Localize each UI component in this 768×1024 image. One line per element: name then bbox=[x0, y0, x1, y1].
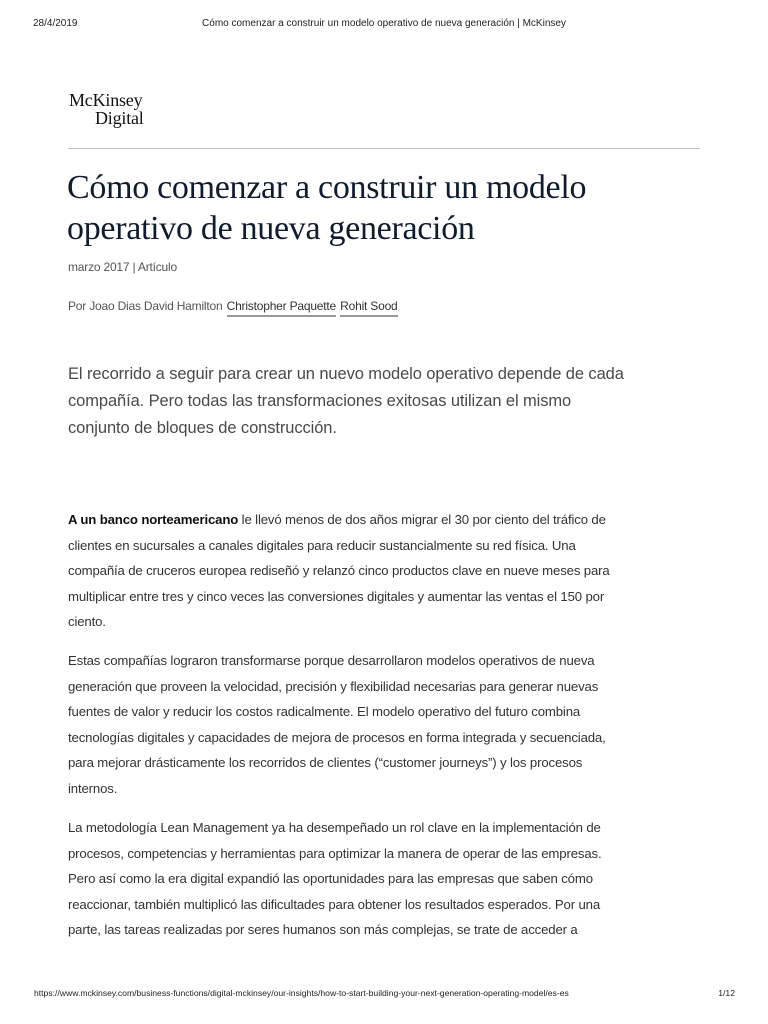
print-footer bbox=[34, 988, 735, 1000]
print-header bbox=[33, 18, 735, 32]
article-title: Cómo comenzar a construir un modelo operativo de nueva generación bbox=[67, 169, 587, 247]
authors-prefix: Por Joao Dias David Hamilton bbox=[68, 299, 223, 313]
paragraph-1-text: le llevó menos de dos años migrar el 30 por ciento del tráfico de clientes en sucursales a canales digitales para reducir sustancialmente su red física. Una compañía de cruceros europea rediseñó y relanzó cinco productos clave en nueve meses para multiplicar entre tres y cinco veces las conversiones digitales y aumentar las ventas el 150 por ciento. bbox=[68, 512, 610, 629]
header-divider bbox=[68, 148, 700, 149]
logo-line-1: McKinsey bbox=[69, 90, 143, 110]
author-link-christopher-paquette[interactable]: Christopher Paquette bbox=[227, 299, 336, 317]
print-page-title: Cómo comenzar a construir un modelo operativo de nueva generación | McKinsey bbox=[202, 18, 566, 29]
body-paragraph-1 bbox=[68, 507, 632, 635]
body-paragraph-3: La metodología Lean Management ya ha desempeñado un rol clave en la implementación de procesos, competencias y herramientas para optimizar la manera de operar de las empresas. Pero así como la era digital expandió las oportunidades para las empresas que saben cómo reaccionar, también multiplicó las dificultades para obtener los resultados esperados. Por una parte, las tareas realizadas por seres humanos son más complejas, se trate de acceder a bbox=[68, 820, 602, 937]
article-authors bbox=[68, 299, 398, 313]
logo-line-2: Digital bbox=[95, 108, 144, 128]
article-lead: El recorrido a seguir para crear un nuevo modelo operativo depende de cada compañía. Pero todas las transformaciones exitosas utilizan el mismo conjunto de bloques de construcción. bbox=[68, 365, 624, 437]
article-meta: marzo 2017 | Artículo bbox=[68, 260, 177, 274]
print-date: 28/4/2019 bbox=[33, 18, 78, 29]
body-paragraph-2: Estas compañías lograron transformarse porque desarrollaron modelos operativos de nueva generación que proveen la velocidad, precisión y flexibilidad necesarias para generar nuevas fuentes de valor y reducir los costos radicalmente. El modelo operativo del futuro combina tecnologías digitales y capacidades de mejora de procesos en forma integrada y secuenciada, para mejorar drásticamente los recorridos de clientes (“customer journeys”) y los procesos internos. bbox=[68, 653, 606, 796]
paragraph-lead-in: A un banco norteamericano bbox=[68, 512, 239, 527]
mckinsey-digital-logo[interactable] bbox=[69, 91, 144, 127]
print-url[interactable]: https://www.mckinsey.com/business-functions/digital-mckinsey/our-insights/how-to-start-building-your-next-generation-operating-model/es-es bbox=[34, 988, 569, 998]
author-link-rohit-sood[interactable]: Rohit Sood bbox=[340, 299, 397, 317]
page-number: 1/12 bbox=[718, 988, 735, 998]
